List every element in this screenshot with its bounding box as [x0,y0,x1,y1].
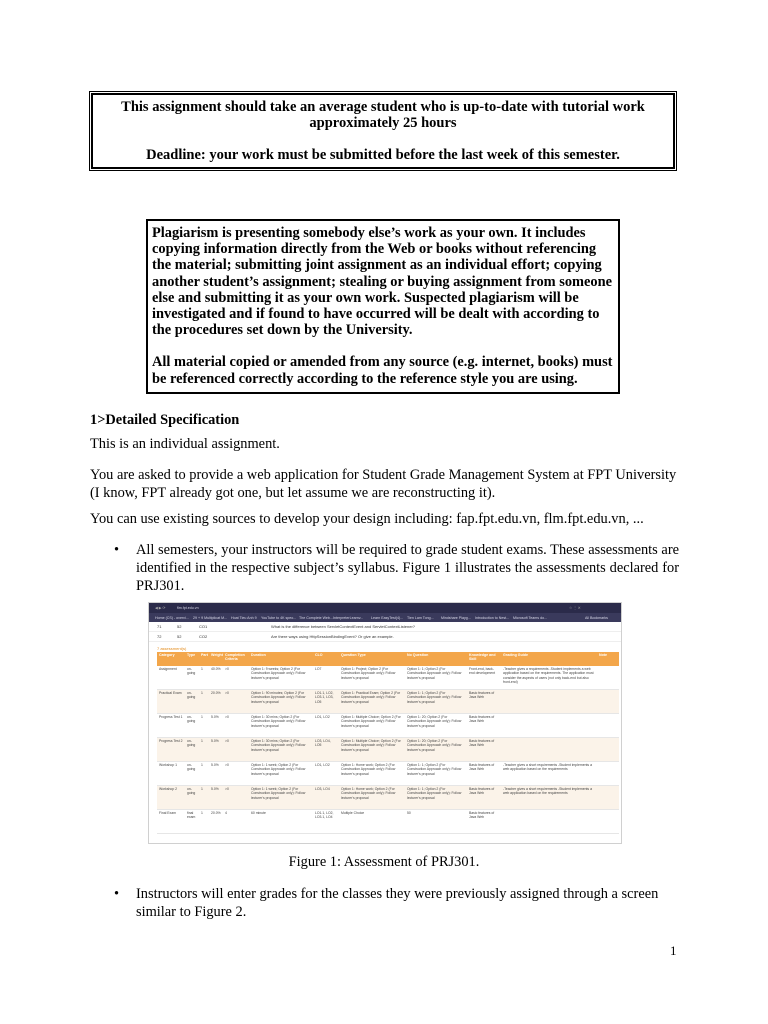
col-header: Category [157,652,185,666]
question-clo: CO2 [199,634,208,639]
bookmark: 29 + 9 Multiplicat M... [193,616,228,620]
bookmark: The Complete Web... [299,616,333,620]
bookmark: InterpreterLearnv... [333,616,364,620]
table-cell: >0 [223,786,249,810]
table-cell: Option 1: 1; Option 2 (For Construction Approach only): Follow lecturer's proposal [405,786,467,810]
table-cell: Basic features of Java Web [467,714,501,738]
table-row [157,738,619,762]
bookmark: Tien Lam Tong... [407,616,434,620]
bookmark: All Bookmarks [585,616,608,620]
plagiarism-paragraph: Plagiarism is presenting somebody else’s work as your own. It includes copying information directly from the Web or books without referencing the material; submitting joint assignment as an individual effort; copying another student’s assignment; stealing or buying assignment from someone else and submitting it as your own work. Suspected plagiarism will be investigated and if found to have occurred will be dealt with according to the procedures set down by the University. [152,225,612,339]
table-cell: Option 1: 30 mins; Option 2 (For Construction Approach only): Follow lecturer's proposal [249,738,313,762]
table-cell: final exam [185,810,199,834]
table-cell: 1 [199,738,209,762]
col-header: Type [185,652,199,666]
table-cell [597,666,619,690]
table-cell: Basic features of Java Web [467,690,501,714]
table-cell: Basic features of Java Web [467,762,501,786]
table-cell: >0 [223,714,249,738]
table-cell: Progress Test 1 [157,714,185,738]
nav-arrows-icon: ◀ ▶ ⟳ [155,606,166,610]
table-cell: Option 1: 9 weeks; Option 2 (For Construction Approach only): Follow lecturer's proposal [249,666,313,690]
table-cell: Option 1: 1 week; Option 2 (For Construction Approach only): Follow lecturer's proposal [249,762,313,786]
question-number: 71 [157,624,162,629]
assessment-table [157,652,619,834]
col-header: Completion Criteria [223,652,249,666]
col-header: Knowledge and Skill [467,652,501,666]
table-cell: Assignment [157,666,185,690]
assessment-header-row [157,652,619,666]
question-row [149,632,621,642]
table-row [157,810,619,834]
workload-line-2: approximately 25 hours [309,115,457,131]
table-cell: Final Exam [157,810,185,834]
table-cell: LO1, LO2 [313,762,339,786]
table-cell: 5.0% [209,786,223,810]
table-row [157,666,619,690]
table-cell: on-going [185,666,199,690]
table-cell: Option 1: Multiple Choice; Option 2 (For Construction Approach only): Follow lecturer's proposal [339,714,405,738]
table-cell: Option 1: 1 week; Option 2 (For Construction Approach only): Follow lecturer's proposal [249,786,313,810]
bookmark: Learn EasyTest(4)... [371,616,404,620]
col-header: CLO [313,652,339,666]
table-cell: on-going [185,786,199,810]
question-number: 72 [157,634,162,639]
table-cell: 1 [199,762,209,786]
table-cell: 20.0% [209,810,223,834]
section-heading: 1>Detailed Specification [90,412,240,428]
workload-line-1: This assignment should take an average student who is up-to-date with tutorial work [121,99,645,115]
col-header: Grading Guide [501,652,597,666]
question-text: Are there ways using HttpSessionBindingEvent? Or give an example. [271,634,394,639]
plagiarism-box [146,219,620,394]
table-cell: Option 1: Multiple Choice; Option 2 (For Construction Approach only): Follow lecturer's proposal [339,738,405,762]
table-cell: Option 1: 1; Option 2 (For Construction Approach only): Follow lecturer's proposal [405,762,467,786]
bookmark: Introduction to Nest... [475,616,510,620]
bookmark: Mindshare Playg... [441,616,471,620]
table-cell: LO3, LO4 [313,786,339,810]
table-cell: 1 [199,786,209,810]
table-cell: Workshop 1 [157,762,185,786]
referencing-paragraph: All material copied or amended from any source (e.g. internet, books) must be referenced correctly according to the reference style you are using. [152,354,613,387]
table-cell: Progress Test 2 [157,738,185,762]
table-cell [501,738,597,762]
table-cell [597,714,619,738]
sources-text: You can use existing sources to develop your design including: fap.fpt.edu.vn, flm.fpt.edu.vn, ... [90,511,644,527]
bookmark: Microsoft Teams do... [513,616,548,620]
table-cell: 1 [199,666,209,690]
table-cell: >0 [223,738,249,762]
page-number: 1 [670,943,677,958]
table-cell: >0 [223,690,249,714]
table-cell [597,786,619,810]
workload-notice-box [91,93,675,169]
question-chapter: 52 [177,624,182,629]
table-cell: Option 1: Practical Exam; Option 2 (For Construction Approach only): Follow lecturer's proposal [339,690,405,714]
table-cell [597,690,619,714]
table-cell: LO7 [313,666,339,690]
col-header: Note [597,652,619,666]
table-cell: LO1.1, LO2, LO3.1, LO4 [313,810,339,834]
table-row [157,690,619,714]
table-cell: Option 1: 30 mins; Option 2 (For Construction Approach only): Follow lecturer's proposal [249,714,313,738]
table-cell: 50 [405,810,467,834]
col-header: Weight [209,652,223,666]
table-cell: >0 [223,666,249,690]
table-cell: -Teacher gives a short requirements -Student implements a web application based on the requirements [501,786,597,810]
assessment-table-body [157,666,619,834]
task-text: You are asked to provide a web application for Student Grade Management System at FPT University (I know, FPT already got one, but let assume we are reconstructing it). [90,467,677,501]
table-cell: Option 1: 1; Option 2 (For Construction Approach only): Follow lecturer's proposal [405,666,467,690]
question-text: What is the difference between ServletContextEvent and ServletContextListener? [271,624,416,629]
table-cell: Basic features of Java Web [467,738,501,762]
browser-url: flm.fpt.edu.vn [177,606,199,610]
bullet-marker: • [114,542,120,558]
table-cell: Basic features of Java Web [467,786,501,810]
figure-1-screenshot [148,602,622,844]
table-cell: on-going [185,714,199,738]
table-cell: LO1, LO2 [313,714,339,738]
table-cell [501,810,597,834]
question-clo: CO1 [199,624,208,629]
table-cell: -Teacher gives a short requirements -Student implements a web application based on the requirements [501,762,597,786]
table-cell: 1 [199,714,209,738]
table-row [157,762,619,786]
table-cell: Option 1: 20; Option 2 (For Construction Approach only): Follow lecturer's proposal [405,714,467,738]
browser-controls-icon: ☆ ⋮ ✕ [569,606,581,610]
deadline-text: Deadline: your work must be submitted before the last week of this semester. [146,147,620,163]
assessment-count-label: 7 assessment(s) [157,646,187,651]
table-cell: LO1.1, LO2, LO3.1, LO3, LO5 [313,690,339,714]
bookmark: Home (CS) - overvi... [155,616,189,620]
table-cell: 60 minute [249,810,313,834]
table-cell: Option 1: 90 minutes; Option 2 (For Construction Approach only): Follow lecturer's proposal [249,690,313,714]
table-cell [597,762,619,786]
table-cell: Option 1: Project; Option 2 (For Construction Approach only): Follow lecturer's proposal [339,666,405,690]
table-cell: 5.0% [209,762,223,786]
table-cell: 5.0% [209,714,223,738]
table-cell: 4 [223,810,249,834]
col-header: Part [199,652,209,666]
table-cell: 20.0% [209,690,223,714]
bullet-grading-text: Instructors will enter grades for the classes they were previously assigned through a screen similar to Figure 2. [136,886,659,920]
table-cell [501,690,597,714]
table-cell: >0 [223,762,249,786]
table-cell: Option 1: Home work; Option 2 (For Construction Approach only): Follow lecturer's proposal [339,762,405,786]
table-cell: on-going [185,690,199,714]
table-cell: Option 1: 20; Option 2 (For Construction Approach only): Follow lecturer's proposal [405,738,467,762]
table-cell: 1 [199,810,209,834]
bullet-assessments-text: All semesters, your instructors will be required to grade student exams. These assessments are identified in the respective subject’s syllabus. Figure 1 illustrates the assessments declared for PRJ301. [136,542,679,594]
table-cell: Option 1: Home work; Option 2 (For Construction Approach only): Follow lecturer's proposal [339,786,405,810]
table-row [157,714,619,738]
table-cell: Practical Exam [157,690,185,714]
intro-text: This is an individual assignment. [90,436,280,452]
col-header: No Question [405,652,467,666]
table-cell [501,714,597,738]
col-header: Duration [249,652,313,666]
browser-address-bar [149,603,621,613]
table-cell: 1 [199,690,209,714]
table-cell: LO3, LO4, LO5 [313,738,339,762]
table-cell: 40.0% [209,666,223,690]
table-cell: on-going [185,738,199,762]
bullet-marker: • [114,886,120,902]
figure-caption: Figure 1: Assessment of PRJ301. [288,854,480,870]
question-chapter: 52 [177,634,182,639]
col-header: Question Type [339,652,405,666]
table-cell: -Teacher gives a requirements -Student implements a web application based on the requirements. The application must consider the aspects of users (not only back-end but also front-end) [501,666,597,690]
table-row [157,786,619,810]
question-row [149,622,621,632]
table-cell: Option 1: 1; Option 2 (For Construction Approach only): Follow lecturer's proposal [405,690,467,714]
table-cell: 5.0% [209,738,223,762]
table-cell: Workshop 2 [157,786,185,810]
table-cell [597,810,619,834]
bookmark: Hoat Tieu Anh 9 [231,616,257,620]
bookmark: YouTube to 4K speo... [261,616,297,620]
bookmarks-bar [149,613,621,622]
table-cell: Front-end, back-end development [467,666,501,690]
table-cell: on-going [185,762,199,786]
table-cell: Basic features of Java Web [467,810,501,834]
table-cell [597,738,619,762]
table-cell: Multiple Choice [339,810,405,834]
